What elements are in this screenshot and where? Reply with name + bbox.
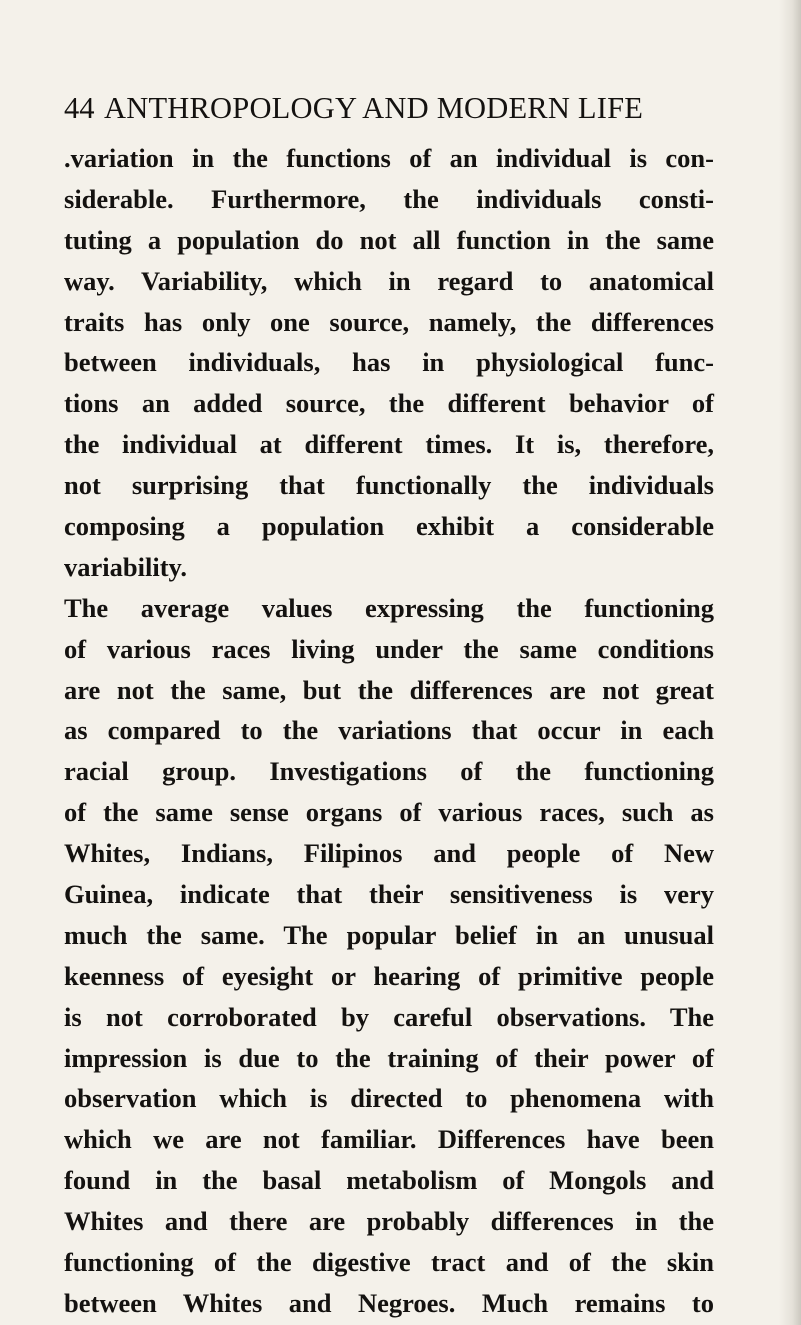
text-line: not surprising that functionally the individuals <box>64 470 714 501</box>
text-line: traits has only one source, namely, the differences <box>64 306 714 337</box>
text-line: is not corroborated by careful observations. The <box>64 1001 714 1032</box>
text-line: are not the same, but the differences are not great <box>64 674 714 705</box>
text-line: observation which is directed to phenomena with <box>64 1083 714 1114</box>
text-line: Guinea, indicate that their sensitiveness is very <box>64 879 714 910</box>
text-line: functioning of the digestive tract and of the skin <box>64 1247 714 1278</box>
text-line: composing a population exhibit a considerable <box>64 511 714 542</box>
text-line: much the same. The popular belief in an unusual <box>64 919 714 950</box>
text-line: which we are not familiar. Differences have been <box>64 1124 714 1155</box>
text-line-paragraph-end: variability. <box>64 551 187 582</box>
text-line: tions an added source, the different behavior of <box>64 388 714 419</box>
text-line: .variation in the functions of an individual is con- <box>64 143 714 173</box>
text-line: between Whites and Negroes. Much remains to <box>64 1287 714 1318</box>
text-line: found in the basal metabolism of Mongols and <box>64 1165 714 1196</box>
text-line: impression is due to the training of their power of <box>64 1042 714 1073</box>
text-line: as compared to the variations that occur in each <box>64 715 714 746</box>
text-line: keenness of eyesight or hearing of primitive people <box>64 960 714 991</box>
text-line: Whites and there are probably differences in the <box>64 1206 714 1237</box>
page-edge-shadow <box>779 0 801 1325</box>
text-line: between individuals, has in physiological func- <box>64 347 714 378</box>
running-head-title: ANTHROPOLOGY AND MODERN LIFE <box>104 91 644 125</box>
page-number: 44 <box>64 91 95 125</box>
body-text <box>64 138 714 1318</box>
text-line: way. Variability, which in regard to anatomical <box>64 265 714 296</box>
text-line: Whites, Indians, Filipinos and people of New <box>64 838 714 869</box>
text-line-paragraph-start: The average values expressing the functioning <box>64 592 714 623</box>
text-line: siderable. Furthermore, the individuals consti- <box>64 183 714 214</box>
text-line: of the same sense organs of various races, such as <box>64 797 714 828</box>
running-head <box>64 88 706 128</box>
text-line: of various races living under the same conditions <box>64 633 714 664</box>
text-line: racial group. Investigations of the functioning <box>64 756 714 787</box>
text-line: tuting a population do not all function in the same <box>64 224 714 255</box>
text-line: the individual at different times. It is, therefore, <box>64 429 714 460</box>
